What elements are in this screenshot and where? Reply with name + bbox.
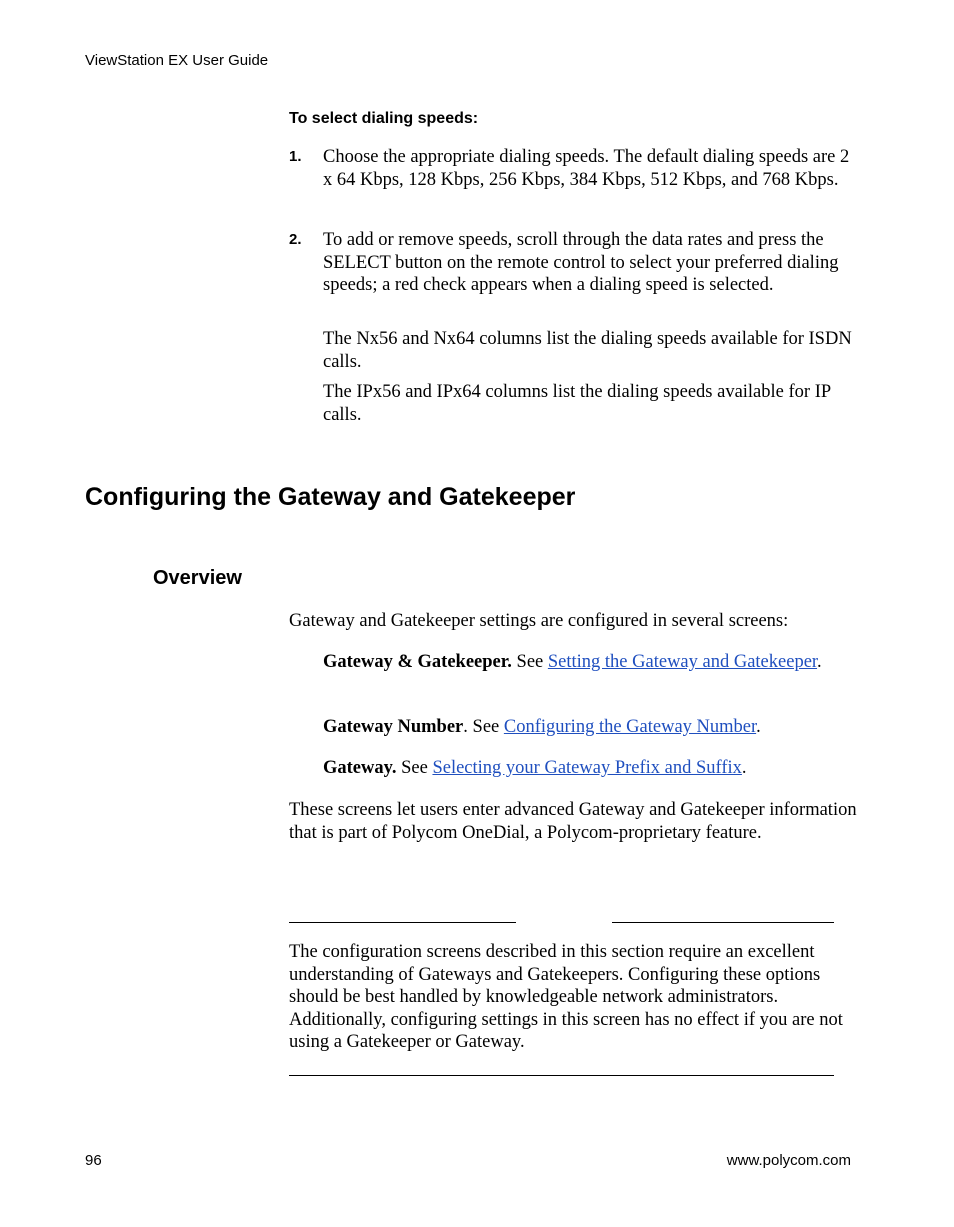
subsection-title: Overview [153, 567, 242, 589]
item-see: See [511, 652, 548, 672]
list-item [323, 716, 863, 739]
step-number: 1. [289, 148, 302, 165]
note-ip-columns: The IPx56 and IPx64 columns list the dialing speeds available for IP calls. [323, 382, 831, 425]
caution-rule-left [289, 922, 516, 923]
footer-url: www.polycom.com [726, 1152, 851, 1169]
step-1 [289, 146, 859, 191]
overview-summary: These screens let users enter advanced Gateway and Gatekeeper information that is part of Polycom OneDial, a Polycom-proprietary feature. [289, 800, 857, 843]
page-number: 96 [85, 1152, 102, 1169]
section-title: Configuring the Gateway and Gatekeeper [85, 483, 576, 511]
note-isdn-columns: The Nx56 and Nx64 columns list the dialing speeds available for ISDN calls. [323, 329, 852, 372]
running-header: ViewStation EX User Guide [85, 52, 269, 69]
list-item [323, 651, 863, 674]
item-end: . [817, 652, 822, 672]
item-label: Gateway. [323, 758, 397, 778]
link-gateway-prefix-suffix[interactable]: Selecting your Gateway Prefix and Suffix [432, 758, 742, 778]
item-label: Gateway Number [323, 717, 464, 737]
step-text: Choose the appropriate dialing speeds. The default dialing speeds are 2 x 64 Kbps, 128 Kbps, 256 Kbps, 384 Kbps, 512 Kbps, and 768 Kbps. [323, 147, 850, 190]
procedure-heading: To select dialing speeds: [289, 110, 479, 127]
item-end: . [756, 717, 761, 737]
item-label: Gateway & Gatekeeper. [323, 652, 512, 672]
step-number: 2. [289, 231, 302, 248]
step-2 [289, 229, 859, 297]
overview-intro: Gateway and Gatekeeper settings are configured in several screens: [289, 611, 789, 631]
step-text: To add or remove speeds, scroll through the data rates and press the SELECT button on the remote control to select your preferred dialing speeds; a red check appears when a dialing speed is selected. [323, 230, 839, 295]
caution-rule-bottom [289, 1075, 834, 1076]
item-see: See [396, 758, 433, 778]
item-end: . [741, 758, 747, 778]
list-item [323, 757, 863, 780]
item-see: . See [463, 717, 504, 737]
link-setting-gateway-gatekeeper[interactable]: Setting the Gateway and Gatekeeper [547, 652, 818, 672]
link-configuring-gateway-number[interactable]: Configuring the Gateway Number [503, 717, 757, 737]
caution-rule-right [612, 922, 834, 923]
caution-text: The configuration screens described in this section require an excellent understanding of Gateways and Gatekeepers. Configuring these options should be best handled by knowledgeable network administrators. Additionally, configuring settings in this screen has no effect if you are not using a Gatekeeper or Gateway. [289, 942, 843, 1052]
